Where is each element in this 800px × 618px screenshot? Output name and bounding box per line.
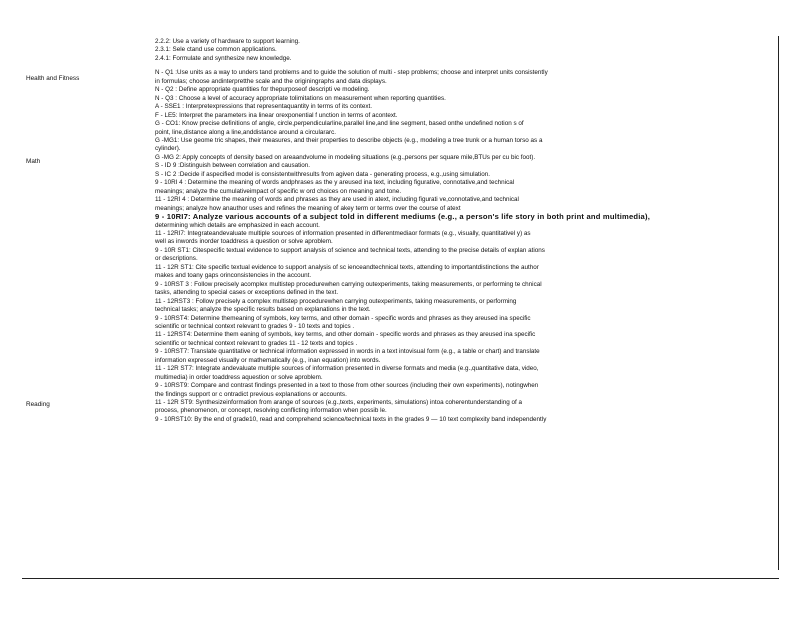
standard-line: 9 - 10RST10: By the end of grade10, read and comprehend science/technical texts in the grades 9 — 10 text complexity band independently [155, 415, 547, 423]
standard-line: multimedia) in order toaddress aquestion or solve aproblem. [155, 373, 323, 381]
standard-line: 11 - 12RI 4 : Determine the meaning of words and phrases as they are used in atext, including figurati ve,connotative,and technical [155, 196, 519, 204]
standard-line: makes and toany gaps orinconsistencies in the account. [155, 272, 312, 280]
standard-line: 9 - 10RI 4 : Determine the meaning of words andphrases as the y areused ina text, including figurative, connotative,and technical [155, 179, 515, 187]
standard-line: N - Q2 : Define appropriate quantities for thepurposeof descripti ve modeling. [155, 86, 370, 94]
standard-line: scientific or technical context relevant to grades 11 - 12 texts and topics . [155, 339, 358, 347]
standard-line: S - IC 2 :Decide if aspecified model is consistentwithresults from agiven data - generating process, e.g.,using simulation. [155, 170, 490, 178]
standard-line: 11 - 12RST3 : Follow precisely a complex multistep procedurewhen carrying outexperiments, taking measurements, or performing [155, 297, 517, 305]
standard-line: meanings; analyze how anauthor uses and refines the meaning of akey term or terms over the course of atext [155, 204, 461, 212]
standard-line: technical tasks; analyze the specific results based on explanations in the text. [155, 306, 371, 314]
standard-line: or descriptions. [155, 255, 198, 263]
standard-line: process, phenomenon, or concept, resolving conflicting information when possib le. [155, 407, 387, 415]
standard-line: 9 - 10R ST1: Citespecific textual evidence to support analysis of science and technical texts, attending to the precise details of explan ations [155, 246, 545, 254]
standard-line: G -MG 2: Apply concepts of density based on areaandvolume in modeling situations (e.g.,persons per square mile,BTUs per cu bic foot). [155, 153, 536, 161]
standard-line: 2.4.1: Formulate and synthesize new knowledge. [155, 54, 292, 62]
standard-line: in formulas; choose andinterpretthe scale and the originingraphs and data displays. [155, 77, 387, 85]
standard-line: 11 - 12R ST1: Cite specific textual evidence to support analysis of sc ienceandtechnical texts, attending to importantdistinctions the author [155, 263, 539, 271]
standard-line: information expressed visually or mathematically (e.g., inan equation) into words. [155, 356, 381, 364]
standard-line: 11 - 12R ST7: Integrate andevaluate multiple sources of information presented in diverse formats and media (e.g.,quantitative data, video, [155, 365, 539, 373]
subject-health-fitness: Health and Fitness [26, 75, 80, 82]
standard-line: cylinder). [155, 145, 181, 153]
standard-line: S - ID 9 :Distinguish between correlation and causation. [155, 162, 311, 170]
standards-list [155, 38, 767, 424]
standard-line: 9 - 10RST9: Compare and contrast findings presented in a text to those from other sources (including their own experiments), notingwhen [155, 382, 539, 390]
standard-line: 9 - 10RI7: Analyze various accounts of a subject told in different mediums (e.g., a person's life story in both print and multimedia), [155, 213, 650, 222]
standard-line: 2.3.1: Sele ctand use common applications. [155, 46, 277, 54]
subject-math: Math [26, 158, 41, 165]
standard-line: N - Q1 :Use units as a way to unders tand problems and to guide the solution of multi - step problems; choose and interpret units consistently [155, 69, 548, 77]
table-right-border [778, 36, 779, 570]
standard-line: tasks, attending to special cases or exceptions defined in the text. [155, 289, 339, 297]
standard-line: 9 - 10RST4: Determine themeaning of symbols, key terms, and other domain - specific words and phrases as they areused ina specific [155, 314, 531, 322]
standard-line: A - SSE1 : Interpretexpressions that representaquantity in terms of its context. [155, 103, 372, 111]
table-bottom-border [22, 578, 779, 579]
standard-line: N - Q3 : Choose a level of accuracy appropriate tolimitations on measurement when reporting quantities. [155, 94, 446, 102]
standard-line: 11 - 12RST4: Determine them eaning of symbols, key terms, and other domain - specific words and phrases as they areused ina specific [155, 331, 536, 339]
standard-line: determining which details are emphasized in each account. [155, 221, 320, 229]
standard-line: the findings support or c ontradict previous explanations or accounts. [155, 390, 347, 398]
standard-line: G -MG1: Use geome tric shapes, their measures, and their properties to describe objects (e.g., modeling a tree trunk or a human torso as a [155, 136, 543, 144]
standard-line: 2.2.2: Use a variety of hardware to support learning. [155, 38, 300, 45]
standard-line: 11 - 12RI7: Integrateandevaluate multiple sources of information presented in differentmediaor formats (e.g., visually, quantitativel y) as [155, 229, 531, 237]
standard-line: meanings; analyze the cumulativeimpact of specific w ord choices on meaning and tone. [155, 187, 402, 195]
standard-line: scientific or technical context relevant to grades 9 - 10 texts and topics . [155, 322, 355, 330]
standard-line: 11 - 12R ST9: Synthesizeinformation from arange of sources (e.g.,texts, experiments, simulations) intoa coherentunderstanding of a [155, 399, 523, 407]
standard-line: well as inwords inorder toaddress a question or solve aproblem. [155, 238, 333, 246]
standard-line: 9 - 10RST7: Translate quantitative or technical information expressed in words in a text intovisual form (e.g., a table or chart) and translate [155, 348, 540, 356]
subject-reading: Reading [26, 401, 50, 408]
standard-line: point, line,distance along a line,anddistance around a circulararc. [155, 128, 336, 136]
standard-line: 9 - 10RST 3 : Follow precisely acomplex multistep procedurewhen carrying outexperiments, taking measurements, or performing te chnical [155, 280, 542, 288]
standard-line: F - LE5: Interpret the parameters ina linear orexponential f unction in terms of acontext. [155, 111, 398, 119]
standard-line: G - CO1: Know precise definitions of angle, circle,perpendicularline,parallel line,and line segment, based onthe undefined notion s of [155, 120, 524, 128]
